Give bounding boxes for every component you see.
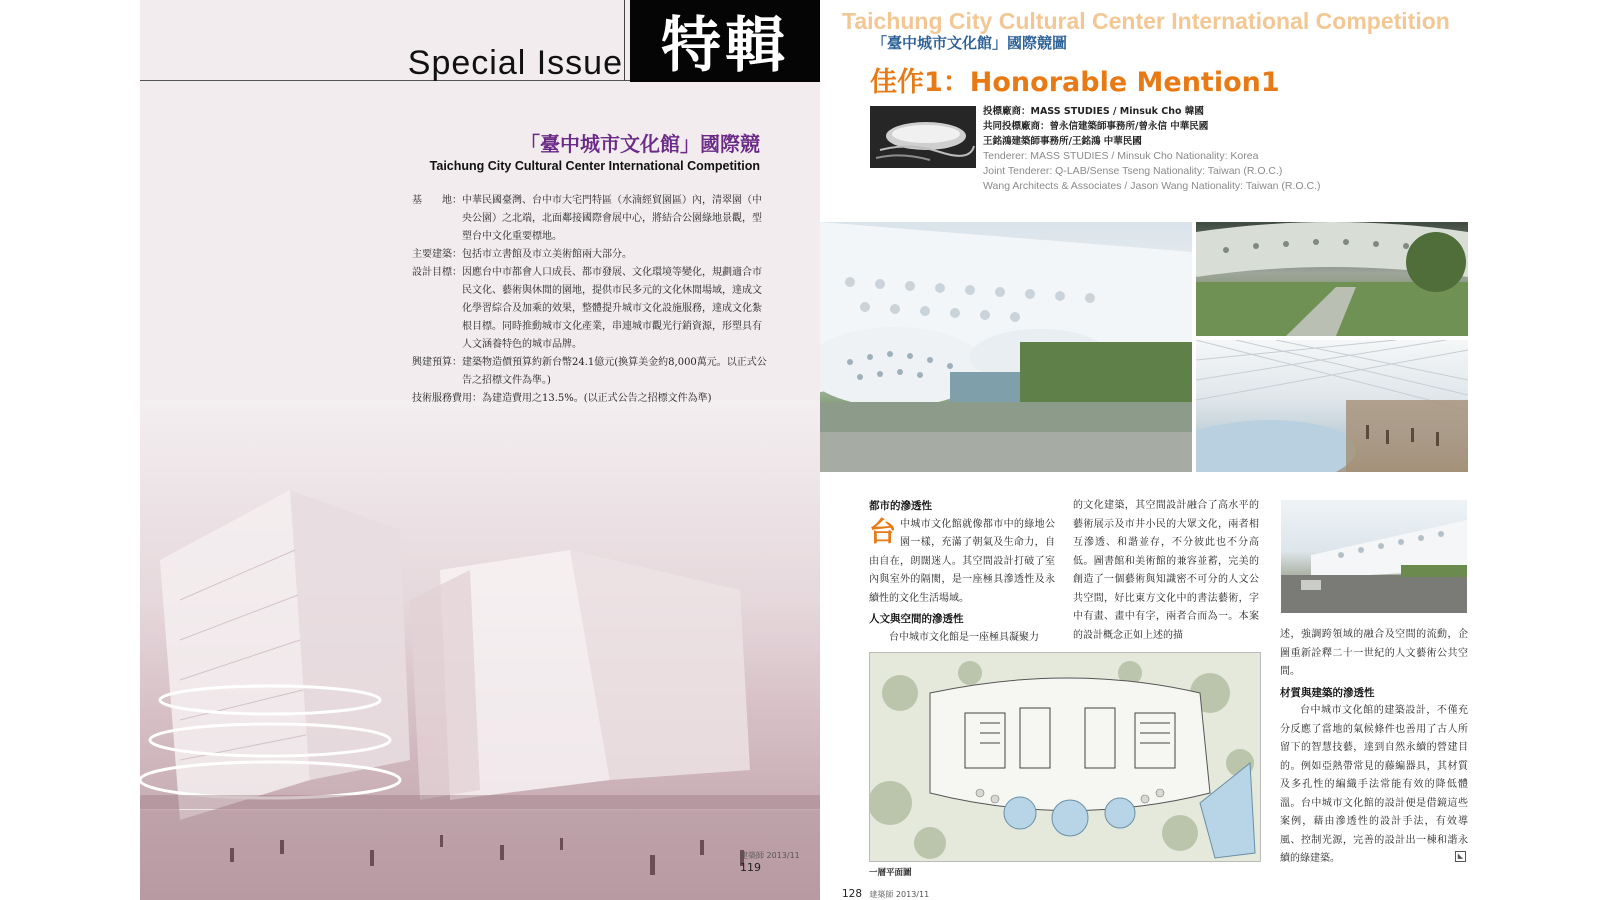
article-title-cn: 「臺中城市文化館」國際競 [520,132,760,156]
model-thumbnail [870,106,976,168]
info-label: 技術服務費用： [412,393,482,404]
paragraph-column-3a: 述，強調跨領域的融合及空間的流動，企圖重新詮釋二十一世紀的人文藝術公共空間。 [1280,629,1468,677]
paragraph-materials: 台中城市文化館的建築設計，不僅充分反應了當地的氣候條件也善用了古人所留下的智慧技藝，達到自然永續的營建目的。例如亞熱帶常見的藤編器具，其材質及多孔性的編織手法常能有效的降低體溫。台中城市文化館的設計便是借鏡這些案例，藉由滲透性的設計手法，有效導風、控制光源，完善的設計出一棟和諧永續的綠建築。 [1280,705,1468,864]
info-text: 中華民國臺灣、台中市大宅門特區（水湳經貿園區）內，清翠園（中央公園）之北端，北面鄰接國際會展中心，將結合公園綠地景觀，型塑台中文化重要標地。 [462,195,762,242]
street-view-rendering [1281,500,1467,613]
drop-cap: 台 [869,516,896,548]
paragraph-urban-text: 中城市文化館就像都市中的綠地公園一樣，充滿了朝氣及生命力，自由自在，朗闊迷人。其空間設計打破了室內與室外的隔閡，是一座極具滲透性及永續性的文化生活場域。 [869,518,1055,604]
info-row-site [412,192,770,246]
competition-info-list [412,192,770,408]
paragraph-humanity: 台中城市文化館是一座極具凝聚力 [889,631,1039,643]
ground-floor-plan [869,652,1261,862]
magazine-brand: 建築師 2013/11 [740,851,800,860]
paragraph-column-2: 的文化建築，其空間設計融合了高水平的藝術展示及市井小民的大眾文化，兩者相互滲透、和諧並存，不分彼此也不分高低。圖書館和美術館的兼容並蓄，完美的創造了一個藝術與知識密不可分的人文公共空間，好比東方文化中的書法藝術，字中有畫、畫中有字，兩者合而為一。本案的設計概念正如上述的描 [1073,500,1259,641]
info-row-budget [412,354,770,390]
page-number: 119 [740,861,761,874]
page-number-left [740,848,820,874]
magazine-brand: 建築師 2013/11 [869,890,930,899]
park-canopy-rendering [1196,222,1468,336]
paragraph-urban [869,516,1055,609]
feature-title-block: 特輯 [630,0,820,82]
floor-plan-caption: 一層平面圖 [869,868,912,878]
floor-plan-drawing [870,653,1261,862]
joint-tenderer-en: Joint Tenderer: Q-LAB/Sense Tseng Nationality: Taiwan (R.O.C.) [983,165,1283,177]
interior-gallery-rendering [1196,340,1468,472]
left-page [140,0,820,900]
info-label: 設計目標： [412,267,462,278]
model-thumbnail-drawing [870,106,976,168]
info-label: 主要建築： [412,249,462,260]
article-column-2 [1073,497,1259,645]
article-title-en: Taichung City Cultural Center International Competition [429,159,760,173]
info-label: 基 地： [412,195,462,206]
interior-gallery-drawing [1196,340,1468,472]
page-number: 128 [842,888,863,900]
competition-title-en: Taichung City Cultural Center International Competition [842,8,1450,34]
info-text: 建築物造價預算約新台幣24.1億元(換算美金約8,000萬元。以正式公告之招標文件為準。) [462,357,767,386]
info-row-fee [412,390,770,408]
tenderer-cn: 投標廠商：MASS STUDIES / Minsuk Cho 韓國 [983,106,1204,117]
info-text: 包括市立書館及市立美術館兩大部分。 [462,249,632,260]
award-title: 佳作1：Honorable Mention1 [870,67,1280,98]
info-label: 興建預算： [412,357,462,368]
building-rendering-photo [140,400,820,900]
street-view-drawing [1281,500,1467,613]
section-heading-materials: 材質與建築的滲透性 [1280,686,1375,699]
joint-tenderer-2-en: Wang Architects & Associates / Jason Wang Nationality: Taiwan (R.O.C.) [983,180,1321,192]
tender-info [983,104,1443,194]
page-number-right [842,888,929,900]
tenderer-en: Tenderer: MASS STUDIES / Minsuk Cho Nationality: Korea [983,150,1259,162]
main-exterior-drawing [820,222,1192,472]
info-row-design-goals [412,264,770,354]
article-column-1 [869,497,1055,647]
info-row-main-buildings [412,246,770,264]
article-end-mark: ◣ [1455,851,1466,862]
section-heading-humanity: 人文與空間的滲透性 [869,613,964,625]
special-issue-label: Special Issue [407,44,623,82]
competition-title-cn: 「臺中城市文化館」國際競圖 [872,34,1068,52]
building-rendering-drawing [140,400,820,900]
info-text: 為建造費用之13.5%。(以正式公告之招標文件為準) [482,393,712,404]
info-text: 因應台中市都會人口成長、都市發展、文化環境等變化，規劃適合市民文化、藝術與休閒的園地，提供市民多元的文化休閒場域，達成文化學習綜合及加乘的效果，整體提升城市文化設施服務，達成文化紮根目標。同時推動城市文化產業，串連城市觀光行銷資源，形塑具有人文涵養特色的城市品牌。 [462,267,762,350]
joint-tenderer-2-cn: 王銘鴻建築師事務所/王銘鴻 中華民國 [983,136,1142,147]
main-exterior-rendering [820,222,1192,472]
article-column-3 [1280,626,1468,869]
park-canopy-drawing [1196,222,1468,336]
section-heading-urban: 都市的滲透性 [869,500,932,512]
header-divider [624,0,625,81]
joint-tenderer-cn: 共同投標廠商：曾永信建築師事務所/曾永信 中華民國 [983,121,1209,132]
